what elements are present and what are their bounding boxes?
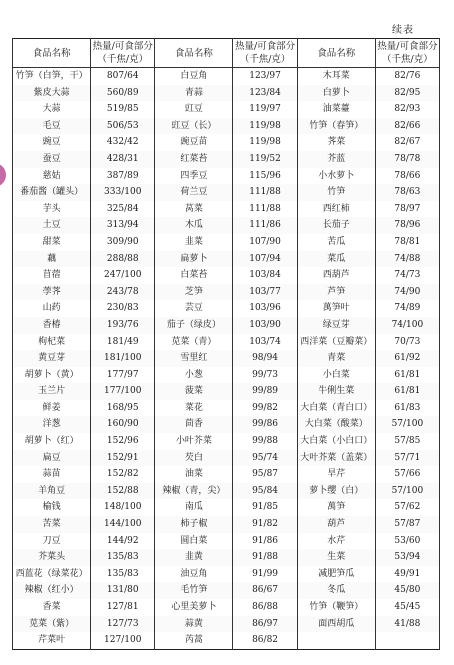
header-food-name-1 bbox=[13, 39, 91, 68]
food-name-cell: 番茄酱（罐头） bbox=[13, 184, 91, 201]
food-name-cell: 苦瓜 bbox=[297, 234, 375, 251]
calorie-value-cell: 506/53 bbox=[91, 118, 155, 135]
calorie-value-cell: 78/97 bbox=[375, 201, 439, 218]
calorie-value-cell: 177/97 bbox=[91, 367, 155, 384]
food-name-cell: 竹笋（鞭笋） bbox=[297, 599, 375, 616]
food-name-cell: 大蒜 bbox=[13, 101, 91, 118]
calorie-value-cell: 313/94 bbox=[91, 217, 155, 234]
header-text-line: （千焦/克） bbox=[239, 54, 291, 65]
food-name-cell: 白萝卜 bbox=[297, 85, 375, 102]
calorie-value-cell: 111/88 bbox=[233, 184, 297, 201]
calorie-value-cell: 127/73 bbox=[91, 616, 155, 633]
calorie-value-cell: 111/86 bbox=[233, 217, 297, 234]
food-name-cell: 绿豆芽 bbox=[297, 317, 375, 334]
food-name-cell: 水芹 bbox=[297, 533, 375, 550]
calorie-value-cell: 57/66 bbox=[375, 466, 439, 483]
calorie-value-cell: 115/96 bbox=[233, 168, 297, 185]
food-name-cell: 辣椒（青，尖） bbox=[155, 483, 233, 500]
food-name-cell: 菠菜 bbox=[155, 383, 233, 400]
calorie-value-cell: 78/78 bbox=[375, 151, 439, 168]
food-name-cell: 萬笋叶 bbox=[297, 300, 375, 317]
food-name-cell: 柿子椒 bbox=[155, 516, 233, 533]
calorie-value-cell: 230/83 bbox=[91, 300, 155, 317]
header-text-line: （千焦/克） bbox=[97, 54, 149, 65]
table-row bbox=[13, 284, 440, 301]
table-row bbox=[13, 85, 440, 102]
food-name-cell: 西葫芦 bbox=[297, 267, 375, 284]
food-name-cell: 芋头 bbox=[13, 201, 91, 218]
food-name-cell: 大白菜（青白口） bbox=[297, 400, 375, 417]
food-name-cell: 面西胡瓜 bbox=[297, 616, 375, 633]
calorie-value-cell: 288/88 bbox=[91, 251, 155, 268]
calorie-value-cell: 95/74 bbox=[233, 450, 297, 467]
calorie-value-cell: 82/95 bbox=[375, 85, 439, 102]
calorie-value-cell: 74/100 bbox=[375, 317, 439, 334]
calorie-value-cell: 103/74 bbox=[233, 334, 297, 351]
food-name-cell: 胡萝卜（黄） bbox=[13, 367, 91, 384]
calorie-value-cell: 103/77 bbox=[233, 284, 297, 301]
calorie-value-cell: 78/96 bbox=[375, 217, 439, 234]
food-name-cell: 竹笋（白笋，干） bbox=[13, 68, 91, 85]
food-name-cell: 木耳菜 bbox=[297, 68, 375, 85]
calorie-value-cell: 61/83 bbox=[375, 400, 439, 417]
calorie-value-cell: 86/67 bbox=[233, 582, 297, 599]
calorie-value-cell: 95/84 bbox=[233, 483, 297, 500]
calorie-value-cell: 123/84 bbox=[233, 85, 297, 102]
table-row bbox=[13, 334, 440, 351]
calorie-value-cell: 127/100 bbox=[91, 632, 155, 649]
food-name-cell: 青蒜 bbox=[155, 85, 233, 102]
calorie-value-cell: 152/88 bbox=[91, 483, 155, 500]
calorie-value-cell: 103/96 bbox=[233, 300, 297, 317]
food-name-cell: 芝笋 bbox=[155, 284, 233, 301]
calorie-value-cell: 86/88 bbox=[233, 599, 297, 616]
food-name-cell: 辣椒（红小） bbox=[13, 582, 91, 599]
food-name-cell: 土豆 bbox=[13, 217, 91, 234]
calorie-value-cell: 119/97 bbox=[233, 101, 297, 118]
table-row bbox=[13, 68, 440, 85]
food-name-cell: 菜花 bbox=[155, 400, 233, 417]
food-name-cell: 慈姑 bbox=[13, 168, 91, 185]
food-name-cell: 豇豆 bbox=[155, 101, 233, 118]
food-name-cell: 白菜苔 bbox=[155, 267, 233, 284]
calorie-value-cell: 99/86 bbox=[233, 416, 297, 433]
food-name-cell: 西蓝花（绿菜花） bbox=[13, 566, 91, 583]
calorie-value-cell: 91/99 bbox=[233, 566, 297, 583]
calorie-value-cell: 53/94 bbox=[375, 549, 439, 566]
table-row bbox=[13, 616, 440, 633]
calorie-value-cell: 99/73 bbox=[233, 367, 297, 384]
calorie-value-cell: 91/86 bbox=[233, 533, 297, 550]
calorie-value-cell: 82/93 bbox=[375, 101, 439, 118]
food-name-cell: 胡萝卜（红） bbox=[13, 433, 91, 450]
food-name-cell: 西洋菜（豆瓣菜） bbox=[297, 334, 375, 351]
header-calorie-1 bbox=[91, 39, 155, 68]
calorie-value-cell: 74/89 bbox=[375, 300, 439, 317]
table-row bbox=[13, 350, 440, 367]
table-row bbox=[13, 533, 440, 550]
table-row bbox=[13, 599, 440, 616]
calorie-value-cell: 560/89 bbox=[91, 85, 155, 102]
food-name-cell: 葫芦 bbox=[297, 516, 375, 533]
calorie-value-cell: 127/81 bbox=[91, 599, 155, 616]
calorie-value-cell: 160/90 bbox=[91, 416, 155, 433]
header-calorie-2 bbox=[233, 39, 297, 68]
food-name-cell: 竹笋 bbox=[297, 184, 375, 201]
food-name-cell: 小葱 bbox=[155, 367, 233, 384]
table-row bbox=[13, 383, 440, 400]
food-name-cell: 甜菜 bbox=[13, 234, 91, 251]
calorie-value-cell: 123/97 bbox=[233, 68, 297, 85]
table-header-row bbox=[13, 39, 440, 68]
table-row bbox=[13, 433, 440, 450]
food-name-cell: 雪里红 bbox=[155, 350, 233, 367]
calorie-value-cell: 181/100 bbox=[91, 350, 155, 367]
calorie-value-cell: 57/62 bbox=[375, 499, 439, 516]
calorie-value-cell: 82/66 bbox=[375, 118, 439, 135]
food-name-cell: 榆钱 bbox=[13, 499, 91, 516]
table-row bbox=[13, 416, 440, 433]
calorie-value-cell: 82/67 bbox=[375, 134, 439, 151]
header-text-line: （千焦/克） bbox=[382, 54, 433, 65]
food-name-cell: 西红柿 bbox=[297, 201, 375, 218]
food-name-cell: 刀豆 bbox=[13, 533, 91, 550]
food-name-cell: 菜瓜 bbox=[297, 251, 375, 268]
food-name-cell bbox=[297, 632, 375, 649]
food-name-cell: 旱芹 bbox=[297, 466, 375, 483]
food-name-cell: 大白菜（小白口） bbox=[297, 433, 375, 450]
calorie-value-cell: 74/88 bbox=[375, 251, 439, 268]
table-row bbox=[13, 632, 440, 649]
calorie-value-cell: 387/89 bbox=[91, 168, 155, 185]
calorie-value-cell: 193/76 bbox=[91, 317, 155, 334]
food-name-cell: 白豆角 bbox=[155, 68, 233, 85]
food-name-cell: 韭黄 bbox=[155, 549, 233, 566]
calorie-value-cell: 107/90 bbox=[233, 234, 297, 251]
calorie-value-cell: 152/82 bbox=[91, 466, 155, 483]
calorie-value-cell: 57/87 bbox=[375, 516, 439, 533]
table-row bbox=[13, 499, 440, 516]
calorie-value-cell: 148/100 bbox=[91, 499, 155, 516]
food-name-cell: 木瓜 bbox=[155, 217, 233, 234]
calorie-value-cell: 99/88 bbox=[233, 433, 297, 450]
table-row bbox=[13, 184, 440, 201]
calorie-value-cell: 61/81 bbox=[375, 367, 439, 384]
table-row bbox=[13, 134, 440, 151]
calorie-value-cell: 82/76 bbox=[375, 68, 439, 85]
table-row bbox=[13, 367, 440, 384]
table-row bbox=[13, 300, 440, 317]
food-name-cell: 萬笋 bbox=[297, 499, 375, 516]
food-name-cell: 芸豆 bbox=[155, 300, 233, 317]
food-name-cell: 藕 bbox=[13, 251, 91, 268]
calorie-value-cell: 325/84 bbox=[91, 201, 155, 218]
food-name-cell: 黄豆芽 bbox=[13, 350, 91, 367]
calorie-value-cell: 74/90 bbox=[375, 284, 439, 301]
calorie-value-cell: 107/94 bbox=[233, 251, 297, 268]
food-name-cell: 南瓜 bbox=[155, 499, 233, 516]
food-name-cell: 芮蒿 bbox=[155, 632, 233, 649]
table-row bbox=[13, 483, 440, 500]
header-text-line: 热量/可食部分 bbox=[92, 41, 153, 52]
continued-label: 续表 bbox=[392, 25, 414, 36]
food-name-cell: 四季豆 bbox=[155, 168, 233, 185]
calorie-value-cell: 91/85 bbox=[233, 499, 297, 516]
food-name-cell: 油豆角 bbox=[155, 566, 233, 583]
food-name-cell: 大叶芥菜（盖菜） bbox=[297, 450, 375, 467]
calorie-value-cell: 70/73 bbox=[375, 334, 439, 351]
calorie-value-cell: 86/97 bbox=[233, 616, 297, 633]
food-name-cell: 毛竹笋 bbox=[155, 582, 233, 599]
food-name-cell: 玉兰片 bbox=[13, 383, 91, 400]
food-name-cell: 萝卜缨（白） bbox=[297, 483, 375, 500]
calorie-value-cell: 53/60 bbox=[375, 533, 439, 550]
calorie-value-cell: 119/52 bbox=[233, 151, 297, 168]
food-name-cell: 荠菜 bbox=[297, 134, 375, 151]
calorie-value-cell: 103/90 bbox=[233, 317, 297, 334]
food-name-cell: 芡白 bbox=[155, 450, 233, 467]
calorie-value-cell: 78/63 bbox=[375, 184, 439, 201]
calorie-value-cell: 177/100 bbox=[91, 383, 155, 400]
table-row bbox=[13, 317, 440, 334]
table-row bbox=[13, 168, 440, 185]
calorie-value-cell: 432/42 bbox=[91, 134, 155, 151]
food-name-cell: 圆白菜 bbox=[155, 533, 233, 550]
food-name-cell: 苦菜 bbox=[13, 516, 91, 533]
food-name-cell: 茄子（绿皮） bbox=[155, 317, 233, 334]
food-name-cell: 青菜 bbox=[297, 350, 375, 367]
calorie-value-cell: 98/94 bbox=[233, 350, 297, 367]
calorie-value-cell: 61/92 bbox=[375, 350, 439, 367]
food-name-cell: 油菜薹 bbox=[297, 101, 375, 118]
calorie-value-cell: 99/89 bbox=[233, 383, 297, 400]
table-row bbox=[13, 516, 440, 533]
food-name-cell: 小白菜 bbox=[297, 367, 375, 384]
calorie-value-cell: 119/98 bbox=[233, 118, 297, 135]
calorie-value-cell: 144/100 bbox=[91, 516, 155, 533]
food-name-cell: 荸荠 bbox=[13, 284, 91, 301]
calorie-value-cell: 111/88 bbox=[233, 201, 297, 218]
calorie-value-cell: 95/87 bbox=[233, 466, 297, 483]
food-name-cell: 豌豆苗 bbox=[155, 134, 233, 151]
calorie-value-cell: 119/98 bbox=[233, 134, 297, 151]
food-name-cell: 茴香 bbox=[155, 416, 233, 433]
header-food-name-3 bbox=[297, 39, 375, 68]
food-name-cell: 芦笋 bbox=[297, 284, 375, 301]
food-name-cell: 豌豆 bbox=[13, 134, 91, 151]
food-name-cell: 羊角豆 bbox=[13, 483, 91, 500]
food-name-cell: 洋葱 bbox=[13, 416, 91, 433]
food-name-cell: 紫皮大蒜 bbox=[13, 85, 91, 102]
food-name-cell: 蚕豆 bbox=[13, 151, 91, 168]
header-text-line: 食品名称 bbox=[317, 47, 356, 59]
food-name-cell: 韭菜 bbox=[155, 234, 233, 251]
header-food-name-2 bbox=[155, 39, 233, 68]
food-name-cell: 蒜黄 bbox=[155, 616, 233, 633]
calorie-value-cell: 57/85 bbox=[375, 433, 439, 450]
food-name-cell: 豇豆（长） bbox=[155, 118, 233, 135]
calorie-value-cell: 135/83 bbox=[91, 549, 155, 566]
food-name-cell: 枸杞菜 bbox=[13, 334, 91, 351]
calorie-value-cell: 41/88 bbox=[375, 616, 439, 633]
calorie-value-cell: 78/81 bbox=[375, 234, 439, 251]
side-tab-marker bbox=[0, 163, 6, 187]
food-name-cell: 鲜姜 bbox=[13, 400, 91, 417]
food-name-cell: 蒜苗 bbox=[13, 466, 91, 483]
food-name-cell: 长茄子 bbox=[297, 217, 375, 234]
header-text-line: 热量/可食部分 bbox=[377, 41, 438, 52]
calorie-value-cell: 243/78 bbox=[91, 284, 155, 301]
calorie-value-cell: 74/73 bbox=[375, 267, 439, 284]
header-text-line: 食品名称 bbox=[32, 47, 71, 59]
table-row bbox=[13, 217, 440, 234]
calorie-value-cell: 91/82 bbox=[233, 516, 297, 533]
calorie-value-cell: 135/83 bbox=[91, 566, 155, 583]
food-calorie-table bbox=[12, 38, 440, 650]
table-row bbox=[13, 466, 440, 483]
food-name-cell: 减肥笋瓜 bbox=[297, 566, 375, 583]
food-name-cell: 牛俐生菜 bbox=[297, 383, 375, 400]
food-name-cell: 生菜 bbox=[297, 549, 375, 566]
calorie-value-cell: 181/49 bbox=[91, 334, 155, 351]
food-name-cell: 苋菜（青） bbox=[155, 334, 233, 351]
header-text-line: 热量/可食部分 bbox=[234, 41, 296, 52]
food-name-cell: 荷兰豆 bbox=[155, 184, 233, 201]
calorie-value-cell: 57/71 bbox=[375, 450, 439, 467]
table-row bbox=[13, 549, 440, 566]
table-row bbox=[13, 201, 440, 218]
calorie-value-cell: 57/100 bbox=[375, 416, 439, 433]
calorie-value-cell: 86/82 bbox=[233, 632, 297, 649]
calorie-value-cell: 152/91 bbox=[91, 450, 155, 467]
header-calorie-3 bbox=[375, 39, 439, 68]
table-row bbox=[13, 267, 440, 284]
header-text-line: 食品名称 bbox=[174, 47, 213, 59]
calorie-value-cell: 78/66 bbox=[375, 168, 439, 185]
food-name-cell: 扁豆 bbox=[13, 450, 91, 467]
table-row bbox=[13, 251, 440, 268]
table-row bbox=[13, 118, 440, 135]
food-name-cell: 扁萝卜 bbox=[155, 251, 233, 268]
table-row bbox=[13, 582, 440, 599]
table-row bbox=[13, 566, 440, 583]
calorie-value-cell: 309/90 bbox=[91, 234, 155, 251]
table-row bbox=[13, 400, 440, 417]
calorie-value-cell: 247/100 bbox=[91, 267, 155, 284]
table-row bbox=[13, 234, 440, 251]
food-name-cell: 芹菜叶 bbox=[13, 632, 91, 649]
food-name-cell: 香椿 bbox=[13, 317, 91, 334]
calorie-value-cell: 103/84 bbox=[233, 267, 297, 284]
food-name-cell: 芥蓝 bbox=[297, 151, 375, 168]
calorie-value-cell: 57/100 bbox=[375, 483, 439, 500]
table-row bbox=[13, 450, 440, 467]
food-name-cell: 苋菜（紫） bbox=[13, 616, 91, 633]
calorie-value-cell: 333/100 bbox=[91, 184, 155, 201]
calorie-value-cell: 45/45 bbox=[375, 599, 439, 616]
calorie-value-cell: 45/80 bbox=[375, 582, 439, 599]
calorie-value-cell: 99/82 bbox=[233, 400, 297, 417]
food-name-cell: 苜蓿 bbox=[13, 267, 91, 284]
calorie-value-cell: 428/31 bbox=[91, 151, 155, 168]
food-name-cell: 小水萝卜 bbox=[297, 168, 375, 185]
food-name-cell: 红菜苔 bbox=[155, 151, 233, 168]
calorie-value-cell: 519/85 bbox=[91, 101, 155, 118]
food-name-cell: 冬瓜 bbox=[297, 582, 375, 599]
food-name-cell: 心里美萝卜 bbox=[155, 599, 233, 616]
food-name-cell: 毛豆 bbox=[13, 118, 91, 135]
table-row bbox=[13, 101, 440, 118]
calorie-value-cell: 168/95 bbox=[91, 400, 155, 417]
calorie-value-cell: 91/88 bbox=[233, 549, 297, 566]
calorie-value-cell: 807/64 bbox=[91, 68, 155, 85]
calorie-value-cell: 61/81 bbox=[375, 383, 439, 400]
calorie-value-cell: 131/80 bbox=[91, 582, 155, 599]
food-name-cell: 芥菜头 bbox=[13, 549, 91, 566]
food-name-cell: 莴菜 bbox=[155, 201, 233, 218]
calorie-value-cell: 49/91 bbox=[375, 566, 439, 583]
food-name-cell: 山药 bbox=[13, 300, 91, 317]
calorie-value-cell bbox=[375, 632, 439, 649]
food-name-cell: 香菜 bbox=[13, 599, 91, 616]
food-name-cell: 小叶芥菜 bbox=[155, 433, 233, 450]
calorie-value-cell: 144/92 bbox=[91, 533, 155, 550]
calorie-value-cell: 152/96 bbox=[91, 433, 155, 450]
table-row bbox=[13, 151, 440, 168]
food-name-cell: 竹笋（春笋） bbox=[297, 118, 375, 135]
food-name-cell: 大白菜（酸菜） bbox=[297, 416, 375, 433]
food-name-cell: 油菜 bbox=[155, 466, 233, 483]
